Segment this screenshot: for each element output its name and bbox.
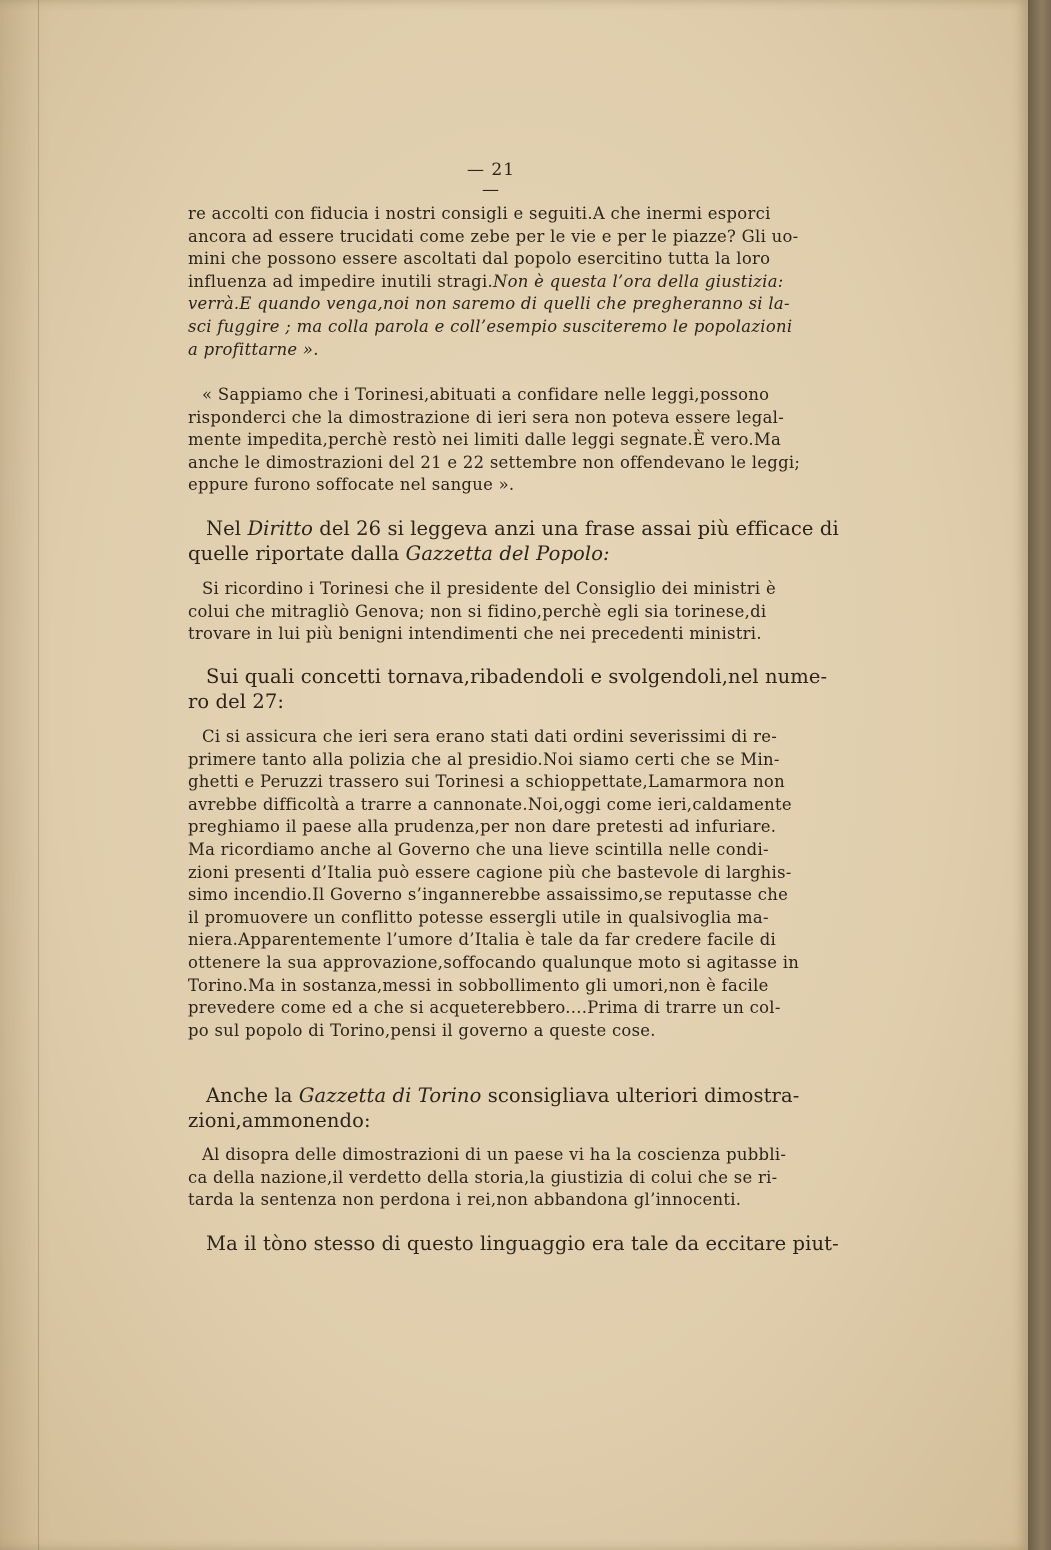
text-line: re accolti con fiducia i nostri consigli e seguiti.A che inermi esporci (188, 204, 771, 223)
body-paragraph-2 (188, 664, 828, 714)
body-paragraph-1 (188, 516, 839, 566)
quoted-paragraph-5 (188, 1144, 793, 1212)
quoted-paragraph-2 (188, 384, 801, 497)
quoted-paragraph-3 (188, 578, 793, 646)
text-line: primere tanto alla polizia che al presidio.Noi siamo certi che se Min- (188, 749, 780, 769)
text-line: Nel Diritto del 26 si leggeva anzi una frase assai più efficace di (206, 517, 839, 540)
text-line: colui che mitragliò Genova; non si fidino,perchè egli sia torinese,di (188, 601, 767, 621)
text-line: mini che possono essere ascoltati dal popolo esercitino tutta la loro (188, 249, 771, 269)
text-line: sci fuggire ; ma colla parola e coll’esempio susciteremo le popolazioni (188, 316, 793, 336)
text-line: niera.Apparentemente l’umore d’Italia è tale da far credere facile di (188, 930, 777, 950)
text-line: simo incendio.Il Governo s’ingannerebbe assaissimo,se reputasse che (188, 885, 789, 905)
text-line: il promuovere un conflitto potesse essergli utile in qualsivoglia ma- (188, 907, 769, 927)
text-line: influenza ad impedire inutili stragi.Non è questa l’ora della giustizia: (188, 271, 784, 291)
text-line: Si ricordino i Torinesi che il presidente del Consiglio dei ministri è (202, 579, 776, 598)
text-line: eppure furono soffocate nel sangue ». (188, 475, 515, 495)
body-paragraph-4 (188, 1231, 839, 1256)
text-line: « Sappiamo che i Torinesi,abituati a confidare nelle leggi,possono (202, 385, 770, 404)
quoted-paragraph-4 (188, 726, 800, 1042)
text-line: a profittarne ». (188, 339, 319, 359)
text-line: Ma il tòno stesso di questo linguaggio era tale da eccitare piut- (206, 1232, 839, 1255)
text-line: ottenere la sua approvazione,soffocando qualunque moto si agitasse in (188, 952, 800, 972)
text-line: Ci si assicura che ieri sera erano stati dati ordini severissimi di re- (202, 727, 778, 746)
page-fold-line (38, 0, 39, 1550)
text-line: preghiamo il paese alla prudenza,per non dare pretesti ad infuriare. (188, 817, 777, 837)
text-line: verrà.E quando venga,noi non saremo di quelli che pregheranno si la- (188, 294, 790, 314)
text-line: Ma ricordiamo anche al Governo che una lieve scintilla nelle condi- (188, 839, 769, 859)
text-line: zioni presenti d’Italia può essere cagione più che bastevole di larghis- (188, 862, 792, 882)
text-line: anche le dimostrazioni del 21 e 22 settembre non offendevano le leggi; (188, 452, 801, 472)
text-line: quelle riportate dalla Gazzetta del Popolo: (188, 542, 610, 565)
body-paragraph-3 (188, 1083, 800, 1133)
text-line: Al disopra delle dimostrazioni di un paese vi ha la coscienza pubbli- (202, 1145, 787, 1164)
text-line: tarda la sentenza non perdona i rei,non abbandona gl’innocenti. (188, 1190, 742, 1210)
text-line: zioni,ammonendo: (188, 1109, 371, 1132)
text-line: avrebbe difficoltà a trarre a cannonate.Noi,oggi come ieri,caldamente (188, 794, 792, 814)
text-line: trovare in lui più benigni intendimenti che nei precedenti ministri. (188, 624, 762, 644)
text-line: ancora ad essere trucidati come zebe per le vie e per le piazze? Gli uo- (188, 226, 799, 246)
page-number: — 21 — (466, 160, 516, 200)
text-line: ghetti e Peruzzi trassero sui Torinesi a schioppettate,Lamarmora non (188, 772, 785, 792)
text-line: prevedere come ed a che si acqueterebbero....Prima di trarre un col- (188, 998, 781, 1018)
text-line: Anche la Gazzetta di Torino sconsigliava ulteriori dimostra- (206, 1084, 800, 1107)
text-line: ro del 27: (188, 690, 285, 713)
text-line: po sul popolo di Torino,pensi il governo a queste cose. (188, 1020, 656, 1040)
text-line: Torino.Ma in sostanza,messi in sobbollimento gli umori,non è facile (188, 975, 769, 995)
text-line: Sui quali concetti tornava,ribadendoli e svolgendoli,nel nume- (206, 665, 828, 688)
quoted-paragraph-1 (188, 203, 799, 361)
text-line: ca della nazione,il verdetto della storia,la giustizia di colui che se ri- (188, 1167, 778, 1187)
page-edge (1028, 0, 1051, 1550)
text-line: mente impedita,perchè restò nei limiti dalle leggi segnate.È vero.Ma (188, 430, 782, 450)
text-line: risponderci che la dimostrazione di ieri sera non poteva essere legal- (188, 407, 785, 427)
